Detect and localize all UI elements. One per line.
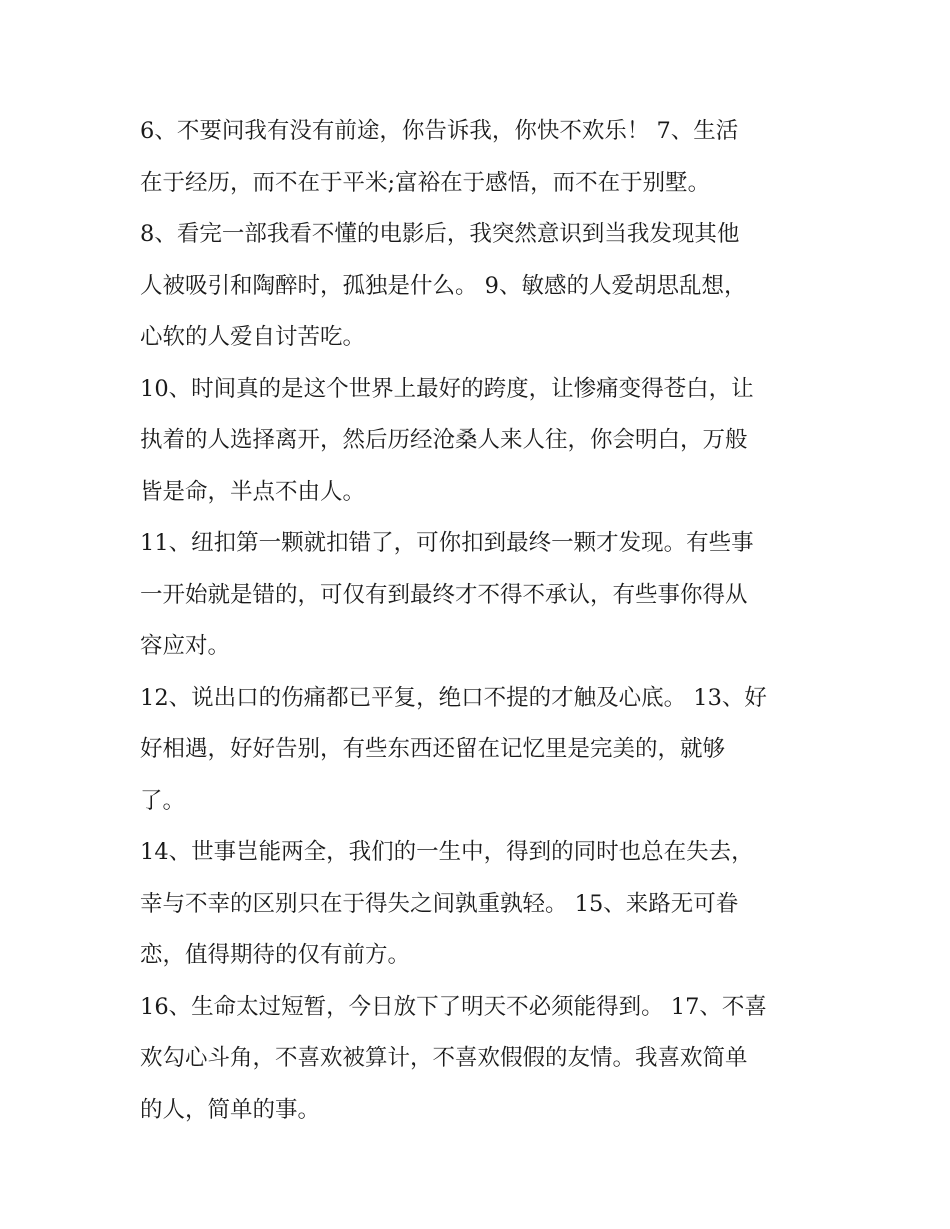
paragraph-line: 一开始就是错的，可仅有到最终才不得不承认，有些事你得从 [140,581,748,608]
paragraph-line: 皆是命，半点不由人。 [140,478,366,505]
paragraph-line: 欢勾心斗角，不喜欢被算计，不喜欢假假的友情。我喜欢简单 [140,1045,748,1071]
paragraph-16-17 [140,982,820,1137]
paragraph-line: 6、不要问我有没有前途，你告诉我，你快不欢乐！ 7、生活 [140,118,739,144]
paragraph-11 [140,518,820,673]
paragraph-line: 幸与不幸的区别只在于得失之间孰重孰轻。 15、来路无可眷 [140,890,739,917]
paragraph-line: 8、看完一部我看不懂的电影后，我突然意识到当我发现其他 [140,221,740,247]
paragraph-line: 人被吸引和陶醉时，孤独是什么。 9、敏感的人爱胡思乱想， [140,272,747,299]
paragraph-line: 恋，值得期待的仅有前方。 [140,942,411,968]
paragraph-8-9 [140,209,820,364]
paragraph-line: 16、生命太过短暂，今日放下了明天不必须能得到。 17、不喜 [140,993,767,1020]
paragraph-line: 容应对。 [140,633,231,659]
paragraph-line: 了。 [140,787,186,814]
paragraph-12-13 [140,673,820,828]
paragraph-14-15 [140,827,820,982]
paragraph-6-7 [140,106,820,209]
paragraph-line: 10、时间真的是这个世界上最好的跨度，让惨痛变得苍白，让 [140,375,754,402]
paragraph-line: 执着的人选择离开，然后历经沧桑人来人往，你会明白，万般 [140,427,748,453]
paragraph-line: 的人，简单的事。 [140,1096,321,1123]
paragraph-line: 14、世事岂能两全，我们的一生中，得到的同时也总在失去， [140,839,754,865]
paragraph-line: 在于经历，而不在于平米;富裕在于感悟，而不在于别墅。 [140,169,711,196]
paragraph-line: 11、纽扣第一颗就扣错了，可你扣到最终一颗才发现。有些事 [140,530,754,556]
document-body [140,106,820,1136]
paragraph-10 [140,364,820,519]
paragraph-line: 心软的人爱自讨苦吃。 [140,324,366,350]
paragraph-line: 12、说出口的伤痛都已平复，绝口不提的才触及心底。 13、好 [140,684,767,711]
paragraph-line: 好相遇，好好告别，有些东西还留在记忆里是完美的，就够 [140,736,726,762]
